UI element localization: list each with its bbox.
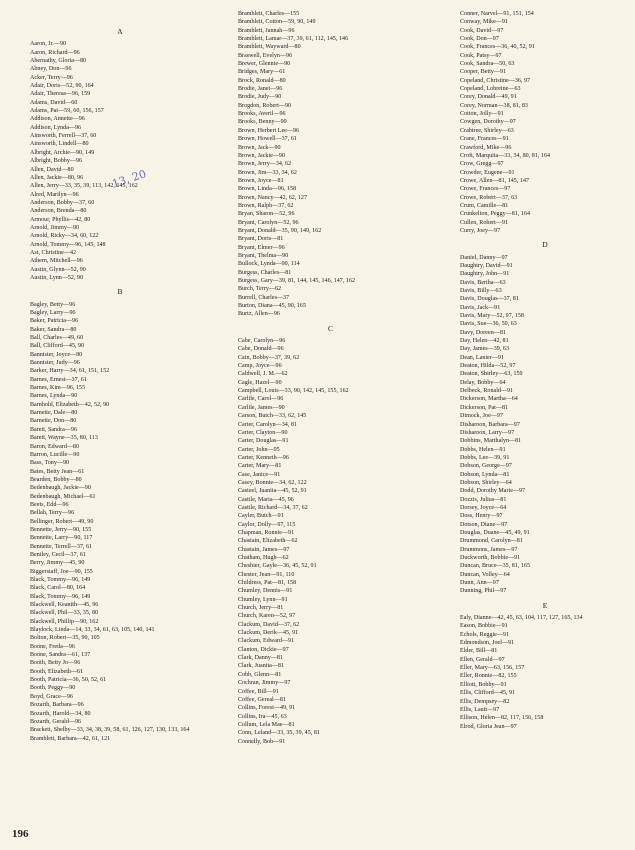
index-entry: Bramblett, Cotton—59, 90, 149: [238, 19, 316, 26]
index-entry: Croft, Marquita—33, 34, 80, 81, 164: [460, 152, 551, 159]
index-entry: Brown, Howell—37, 61: [238, 136, 297, 143]
index-entry: Cullen, Robert—91: [460, 219, 509, 226]
index-entry: Booth, Peggy—90: [30, 685, 76, 692]
index-entry: Brodie, Judy—90: [238, 94, 282, 101]
index-entry: Dean, Lanier—91: [460, 354, 504, 361]
index-entry: Bryant, Carolyn—52, 96: [238, 219, 299, 226]
index-entry: Baker, Sandra—80: [30, 326, 77, 333]
index-entry: Castile, Maria—45, 96: [238, 496, 294, 503]
index-entry: Barker, Harry—34, 61, 151, 152: [30, 368, 110, 375]
section-letter: D: [542, 240, 548, 250]
handwritten-note: 13, 20: [110, 167, 148, 191]
index-entry: Duncan, Bruce—35, 81, 165: [460, 563, 531, 570]
index-entry: Booth, Elizabeth—61: [30, 668, 84, 675]
index-entry: Church, Karen—52, 97: [238, 613, 296, 620]
index-entry: Case, Janice—91: [238, 471, 281, 478]
index-entry: Corey, Donald—49, 91: [460, 94, 517, 101]
index-entry: Caylor, Dolly—97, 115: [238, 521, 296, 528]
index-entry: Barnes, Lynda—90: [30, 393, 78, 400]
index-entry: Crum, Camille—81: [460, 202, 509, 209]
index-entry: Daniel, Danny—97: [460, 254, 508, 261]
index-entry: Adams, David—60: [30, 99, 78, 106]
index-entry: Dobbs, Lee—39, 91: [460, 454, 510, 461]
index-entry: Aaron, Jr.—90: [30, 41, 67, 48]
index-entry: Addison, Annette—96: [30, 116, 85, 123]
index-entry: Brooks, Benny—90: [238, 119, 287, 126]
index-entry: Doss, Henry—97: [460, 513, 503, 520]
index-entry: Davis, Sue—36, 50, 63: [460, 321, 517, 328]
index-entry: Boone, Sandra—61, 137: [30, 652, 91, 659]
index-entry: Bryan, Sharon—52, 96: [238, 211, 295, 218]
index-entry: Burton, Diana—45, 90, 165: [238, 303, 307, 310]
index-entry: Dobson, George—97: [460, 463, 512, 470]
index-entry: Corey, Norman—38, 81, 83: [460, 102, 528, 109]
index-entry: Barron, Lucille—90: [30, 451, 80, 458]
index-entry: Bramblett, Barbara—42, 61, 121: [30, 735, 111, 742]
index-entry: Brodie, Janet—96: [238, 86, 283, 93]
index-entry: Cooper, Betty—91: [460, 69, 507, 76]
index-entry: Bedenbaugh, Jackie—90: [30, 485, 91, 492]
index-entry: Camp, Joyce—96: [238, 363, 282, 370]
index-entry: Brown, Jerry—34, 62: [238, 161, 292, 168]
index-entry: Blackwell, Keanith—45, 96: [30, 602, 99, 609]
index-entry: Bolton, Robert—35, 90, 105: [30, 635, 100, 642]
index-entry: Copeland, Christine—36, 97: [460, 77, 531, 84]
index-entry: Crane, Frances—91: [460, 136, 509, 143]
index-column-1: [30, 10, 210, 743]
index-entry: Dunning, Phil—97: [460, 588, 507, 595]
index-entry: Burch, Terry—62: [238, 286, 282, 293]
index-entry: Conner, Narvel—91, 151, 154: [460, 11, 534, 17]
index-entry: Allen, David—80: [30, 166, 74, 173]
index-entry: Brown, Linda—96, 158: [238, 186, 297, 193]
index-entry: Black, Tommy—96, 149: [30, 577, 91, 583]
index-entry: Copeland, Lohreine—63: [460, 86, 521, 93]
index-entry: Ainsworth, Ferrell—37, 60: [30, 133, 97, 140]
index-entry: Elder, Bill—81: [460, 648, 498, 655]
page-number: 196: [12, 828, 29, 840]
index-entry: Alred, Marilyn—96: [30, 191, 79, 198]
index-entry: Casey, Bonnie—34, 62, 122: [238, 479, 307, 486]
index-entry: Conn, Leland—33, 35, 39, 45, 81: [238, 730, 320, 737]
index-entry: Crowe, Frances—97: [460, 186, 511, 193]
index-entry: Cowgen, Dorothy—97: [460, 119, 516, 126]
index-entry: Booth, Betty Jo—96: [30, 660, 81, 667]
index-entry: Bramblett, Jannah—96: [238, 27, 295, 34]
index-entry: Biggerstaff, Joe—90, 155: [30, 568, 93, 575]
index-entry: Ellis, Clifford—45, 91: [460, 690, 516, 697]
index-entry: Brooks, Averil—96: [238, 111, 286, 118]
index-entry: Crunkelton, Peggy—81, 164: [460, 211, 531, 218]
index-entry: Chastain, James—97: [238, 546, 290, 553]
index-entry: Coffee, Gereal—81: [238, 696, 286, 703]
index-entry: Davis, Mary—52, 97, 158: [460, 313, 524, 320]
index-entry: Crow, Gregg—97: [460, 161, 504, 168]
index-entry: Cochran, Jimmy—97: [238, 680, 291, 687]
index-entry: Burgess, Gary—39, 81, 144, 145, 146, 147, 162: [238, 278, 356, 284]
index-entry: Allen, Jerry—33, 35, 39, 113, 142, 145, 162: [30, 183, 138, 190]
index-entry: Dobbs, Helen—91: [460, 446, 506, 453]
index-entry: Crowe, Allen—81, 145, 147: [460, 177, 530, 184]
index-entry: Carter, John—95: [238, 446, 280, 453]
index-entry: Adair, Theresa—96, 159: [30, 91, 91, 98]
index-entry: Carter, Douglas—91: [238, 438, 289, 445]
index-entry: Barnes, Kim—96, 155: [30, 385, 86, 392]
index-entry: Boone, Freda—96: [30, 643, 75, 650]
index-entry: Brown, Nancy—42, 62, 127: [238, 194, 308, 201]
index-entry: Baron, Edward—80: [30, 443, 80, 450]
index-entry: Brock, Ronald—80: [238, 77, 286, 84]
index-entry: Carlile, James—90: [238, 404, 285, 411]
index-entry: Bennette, Larry—90, 117: [30, 535, 93, 542]
index-entry: Brown, Jack—90: [238, 144, 281, 151]
index-entry: Dunn, Ann—97: [460, 580, 499, 587]
index-entry: Day, Helen—42, 81: [460, 338, 509, 345]
index-entry: Barnette, Don—80: [30, 418, 77, 425]
index-entry: Addison, Lynda—96: [30, 124, 82, 131]
index-entry: Barnes, Ernest—37, 61: [30, 376, 87, 383]
index-entry: Bramblett, Wayward—80: [238, 44, 301, 51]
section-letter: A: [117, 27, 123, 36]
index-entry: Castile, Richard—34, 37, 62: [238, 504, 308, 511]
index-entry: Echols, Reggie—91: [460, 631, 510, 638]
index-entry: Bannister, Joyce—80: [30, 351, 83, 358]
index-entry: Bennette, Jerry—90, 155: [30, 526, 92, 533]
index-entry: Armour, Phyllis—42, 80: [30, 216, 91, 223]
index-entry: Carter, Mary—81: [238, 463, 282, 470]
index-entry: Brown, Joyce—81: [238, 177, 284, 184]
index-entry: Barnette, Dale—80: [30, 410, 78, 417]
index-entry: Dotson, Diane—97: [460, 521, 508, 528]
index-entry: Childress, Pat—81, 158: [238, 580, 297, 587]
index-entry: Barnhold, Elizabeth—42, 52, 90: [30, 401, 110, 408]
index-entry: Davis, Douglas—37, 81: [460, 296, 519, 303]
index-entry: Brewer, Glennie—90: [238, 61, 291, 68]
index-entry: Burgess, Charles—81: [238, 269, 292, 276]
index-entry: Bullock, Lynda—90, 114: [238, 261, 300, 268]
index-entry: Bridges, Mary—61: [238, 69, 286, 76]
index-entry: Clackum, Derik—45, 91: [238, 630, 299, 637]
index-entry: Beets, Edd—96: [30, 501, 69, 508]
index-entry: Collins, Ira—45, 63: [238, 713, 287, 720]
index-entry: Chapman, Ronnie—91: [238, 529, 295, 536]
index-entry: Dickerson, Martha—64: [460, 396, 518, 403]
index-entry: Cook, Frances—36, 40, 52, 91: [460, 44, 535, 51]
index-entry: Cheshier, Gayle—36, 45, 52, 91: [238, 563, 317, 570]
index-entry: Crowe, Robert—37, 63: [460, 194, 518, 201]
index-entry: Connelly, Bob—91: [238, 738, 286, 745]
index-entry: Cagle, Hazel—90: [238, 379, 282, 386]
index-entry: Eason, Bobbie—91: [460, 623, 508, 630]
index-entry: Bellah, Terry—96: [30, 510, 75, 517]
index-entry: Cook, Patsy—97: [460, 52, 502, 59]
index-entry: Brogdon, Robert—90: [238, 102, 292, 109]
index-entry: Crabtree, Shirley—63: [460, 127, 514, 134]
index-column-2: [238, 10, 423, 746]
index-entry: Bramblett, Lamar—37, 39, 61, 112, 145, 146: [238, 36, 349, 43]
index-entry: Burtz, Allen—96: [238, 311, 280, 318]
index-entry: Ball, Charles—49, 60: [30, 335, 84, 342]
index-entry: Bass, Tony—90: [30, 460, 70, 467]
index-entry: Cayler, Butch—91: [238, 513, 284, 520]
index-entry: Collum, Lela Mae—81: [238, 721, 295, 728]
index-entry: Church, Jerry—81: [238, 605, 284, 612]
index-entry: Brown, Herbert Lee—96: [238, 127, 300, 134]
index-entry: Cook, Sandra—50, 63: [460, 61, 515, 68]
index-entry: Delay, Bobby—64: [460, 379, 506, 386]
index-entry: Clark, Juanita—81: [238, 663, 285, 670]
index-entry: Baker, Patricia—96: [30, 318, 79, 325]
index-entry: Abernathy, Gloria—80: [30, 58, 87, 65]
index-entry: Duncan, Volley—64: [460, 571, 510, 578]
index-entry: Chatham, Hugh—62: [238, 555, 289, 561]
index-entry: Cobb, Glenn—81: [238, 671, 282, 678]
index-entry: Campbell, Louis—33, 90, 142, 145, 155, 162: [238, 388, 349, 395]
index-entry: Elliott, Bobby—91: [460, 681, 507, 688]
index-entry: Drummons, James—97: [460, 546, 518, 553]
index-entry: Abney, Don—96: [30, 66, 72, 73]
index-entry: Collins, Forest—49, 91: [238, 705, 296, 712]
index-entry: Chester, Jean—91, 110: [238, 571, 295, 578]
index-entry: Cotton, Jolly—91: [460, 111, 504, 118]
index-entry: Eller, Mary—63, 156, 157: [460, 665, 525, 672]
index-entry: Acker, Terry—96: [30, 74, 73, 81]
index-entry: Burrell, Charles—37: [238, 294, 290, 301]
index-entry: Eller, Ronnie—82, 155: [460, 673, 517, 680]
index-entry: Allen, Jackie—80, 96: [30, 174, 84, 181]
index-entry: Dickerson, Pat—81: [460, 404, 509, 411]
index-entry: Disharoon, Barbara—97: [460, 421, 520, 428]
index-entry: Davis, Bertha—63: [460, 279, 506, 286]
index-entry: Clanton, Dickie—97: [238, 646, 289, 653]
index-entry: Bryant, Doris—81: [238, 236, 284, 243]
index-entry: Ellen, Gerald—97: [460, 656, 505, 663]
index-entry: Drummond, Carolyn—81: [460, 538, 523, 545]
index-entry: Barett, Wayne—35, 80, 113: [30, 435, 98, 442]
index-entry: Curry, Joey—97: [460, 227, 501, 234]
index-entry: Brown, Jackie—90: [238, 152, 286, 159]
index-entry: Booth, Patricia—36, 50, 52, 61: [30, 677, 107, 684]
index-entry: Berry, Jimmy—45, 90: [30, 560, 85, 567]
index-entry: Dorsey, Joyce—64: [460, 504, 507, 511]
index-entry: Deaton, Shirley—63, 159: [460, 371, 523, 378]
index-entry: Duckworth, Bobbie—91: [460, 555, 521, 561]
index-entry: Bellinger, Robert—49, 90: [30, 518, 94, 525]
index-entry: Bramblett, Charles—155: [238, 11, 300, 17]
index-entry: Albright, Bobby—96: [30, 158, 83, 165]
index-entry: Bentley, Cecil—37, 61: [30, 551, 86, 558]
index-entry: Austin, Glynn—52, 90: [30, 266, 86, 273]
index-entry: Ellis, Dempsey—82: [460, 698, 510, 705]
index-entry: Ellison, Helen—82, 117, 156, 158: [460, 715, 544, 722]
index-entry: Ball, Clifford—45, 90: [30, 343, 85, 350]
index-entry: Casteel, Juanita—45, 52, 91: [238, 488, 307, 495]
index-entry: Black, Carol—80, 164: [30, 585, 86, 592]
index-entry: Brown, Ralph—37, 62: [238, 202, 294, 209]
index-entry: Anderson, Bobby—37, 60: [30, 199, 95, 206]
index-entry: Caldwell, J. M.—62: [238, 371, 288, 378]
index-entry: Ainsworth, Lindell—80: [30, 141, 89, 148]
index-entry: Bryant, Donald—35, 90, 149, 162: [238, 227, 322, 234]
index-entry: Ast, Christine—42: [30, 249, 77, 256]
index-entry: Ealy, Dianne—42, 45, 63, 104, 117, 127, 165, 134: [460, 615, 583, 622]
index-entry: Barett, Sandra—96: [30, 426, 78, 433]
index-entry: Elrod, Gloria Jean—97: [460, 723, 517, 730]
index-entry: Carson, Butch—33, 62, 145: [238, 413, 307, 420]
index-entry: Bannister, Judy—96: [30, 360, 80, 367]
index-entry: Albright, Archie—90, 149: [30, 149, 95, 156]
index-entry: Daughtry, John—91: [460, 271, 510, 278]
index-entry: Adair, Doris—52, 90, 164: [30, 83, 94, 90]
section-letter: C: [327, 323, 333, 333]
index-entry: Brown, Jim—33, 34, 62: [238, 169, 297, 176]
index-entry: Chastain, Elizabeth—62: [238, 538, 298, 545]
index-entry: Day, James—39, 63: [460, 346, 509, 353]
index-entry: Crawford, Mike—96: [460, 144, 512, 151]
index-entry: Douglas, Duane—45, 49, 91: [460, 529, 530, 536]
index-entry: Braswell, Evelyn—96: [238, 52, 293, 59]
index-entry: Clackum, Edward—91: [238, 638, 295, 645]
index-entry: Arnold, Tommy—96, 145, 148: [30, 241, 106, 248]
index-entry: Bozarth, Barbara—96: [30, 702, 84, 709]
index-entry: Conway, Mike—91: [460, 19, 508, 26]
index-entry: Cain, Bobby—37, 39, 62: [238, 354, 300, 361]
index-entry: Bates, Betty Jean—61: [30, 468, 85, 475]
index-entry: Disharoon, Larry—97: [460, 429, 515, 436]
index-entry: Davis, Jack—91: [460, 304, 501, 311]
index-entry: Bozarth, Harold—34, 80: [30, 710, 91, 717]
index-entry: Davis, Billy—63: [460, 288, 502, 294]
index-entry: Carlile, Carol—96: [238, 396, 284, 403]
index-entry: Bennette, Terrell—37, 61: [30, 543, 93, 550]
index-entry: Dobson, Lynda—81: [460, 471, 510, 478]
index-entry: Edmondson, Joel—91: [460, 640, 515, 647]
index-entry: Brackett, Shelby—33, 34, 38, 39, 58, 61, 126, 127, 130, 133, 164: [30, 727, 190, 734]
index-entry: Chumley, Dennis—91: [238, 588, 293, 595]
index-entry: Cook, Don—97: [460, 36, 499, 43]
index-entry: Anderson, Brenda—80: [30, 208, 87, 215]
index-entry: Clackum, David—37, 62: [238, 621, 300, 628]
index-entry: Dodd, Dorothy Marie—97: [460, 488, 526, 495]
index-entry: Athern, Mitchell—96: [30, 258, 83, 265]
index-entry: Carter, Kenneth—96: [238, 454, 289, 461]
index-column-3: [460, 10, 630, 731]
index-entry: Ellis, Lautt—97: [460, 706, 500, 713]
index-entry: Bozarth, Gerald—96: [30, 718, 82, 725]
index-entry: Aaron, Richard—96: [30, 49, 80, 56]
index-entry: Arnold, Ricky—34, 60, 122: [30, 233, 99, 240]
section-letter: E: [542, 600, 548, 610]
index-entry: Bedenbaugh, Michael—61: [30, 493, 96, 500]
index-entry: Bagley, Betty—96: [30, 301, 76, 308]
index-entry: Daughtry, David—91: [460, 262, 513, 269]
index-entry: Carter, Clayton—90: [238, 429, 288, 436]
section-letter: B: [117, 287, 123, 297]
index-entry: Austin, Lynn—52, 90: [30, 274, 84, 281]
index-entry: Davy, Doreen—81: [460, 329, 506, 336]
index-entry: Blackwell, Phillip—90, 162: [30, 618, 99, 625]
index-entry: Dozzis, Julius—81: [460, 496, 507, 503]
index-entry: Dobbins, Marthalyn—81: [460, 438, 522, 445]
index-entry: Cabe, Carolyn—96: [238, 338, 286, 345]
index-entry: Bagley, Larry—96: [30, 310, 76, 316]
index-entry: Blackwell, Phil—33, 35, 80: [30, 610, 99, 617]
index-entry: Blaylock, Linda—14, 33, 34, 61, 63, 105, 140, 141: [30, 627, 155, 634]
index-entry: Coffee, Bill—91: [238, 688, 279, 695]
index-entry: Arnold, Jimmy—90: [30, 224, 80, 231]
index-entry: Adams, Pat—59, 60, 156, 157: [30, 108, 104, 115]
index-entry: Clark, Danny—81: [238, 655, 283, 662]
index-entry: Chumley, Lynn—91: [238, 596, 288, 603]
index-entry: Cook, David—97: [460, 27, 504, 34]
index-entry: Dimock, Joe—97: [460, 413, 503, 420]
index-entry: Bryant, Elmer—96: [238, 244, 285, 251]
index-entry: Black, Tommy—96, 149: [30, 593, 91, 600]
index-entry: Bearden, Bobby—80: [30, 476, 82, 483]
index-entry: Boyd, Grace—96: [30, 693, 73, 700]
index-entry: Deaton, Hilda—52, 97: [460, 363, 516, 370]
index-entry: Delbeck, Ronald—91: [460, 388, 514, 395]
index-entry: Dobson, Shirley—64: [460, 479, 512, 486]
index-entry: Carter, Carolyn—34, 81: [238, 421, 297, 428]
index-entry: Crowder, Eugene—91: [460, 169, 515, 176]
index-entry: Cabe, Donald—96: [238, 346, 284, 353]
index-entry: Bryant, Thelma—90: [238, 252, 289, 259]
